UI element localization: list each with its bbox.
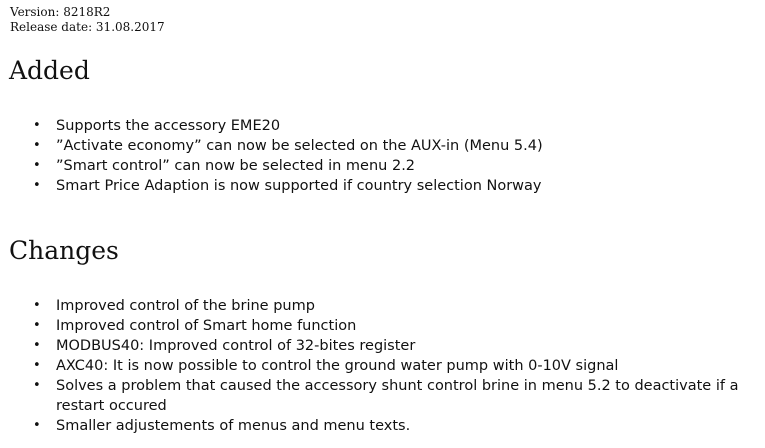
release-meta [10, 5, 165, 35]
list-item-text: Smaller adjustements of menus and menu texts. [56, 418, 411, 434]
list-item-text: AXC40: It is now possible to control the ground water pump with 0-10V signal [56, 358, 619, 374]
section-title-changes: Changes [9, 236, 119, 265]
list-item-text: Improved control of the brine pump [56, 298, 315, 314]
bullet-icon: • [33, 178, 41, 193]
bullet-icon: • [33, 338, 41, 353]
list-item [0, 136, 765, 156]
list-item-text: ”Activate economy” can now be selected on the AUX-in (Menu 5.4) [56, 138, 543, 154]
list-item [0, 316, 765, 336]
list-item [0, 416, 765, 436]
list-item-text: Supports the accessory EME20 [56, 118, 281, 134]
list-item-text: Smart Price Adaption is now supported if country selection Norway [56, 178, 542, 194]
bullet-icon: • [33, 158, 41, 173]
list-item-text: Improved control of Smart home function [56, 318, 357, 334]
list-item [0, 376, 765, 416]
list-item-text: ”Smart control” can now be selected in menu 2.2 [56, 158, 416, 174]
added-list [0, 116, 765, 196]
release-date-label: Release date: 31.08.2017 [10, 20, 165, 34]
bullet-icon: • [33, 298, 41, 313]
bullet-icon: • [33, 138, 41, 153]
bullet-icon: • [33, 378, 41, 393]
bullet-icon: • [33, 318, 41, 333]
version-label: Version: 8218R2 [10, 5, 111, 19]
list-item [0, 356, 765, 376]
section-title-added: Added [9, 56, 90, 85]
list-item [0, 116, 765, 136]
bullet-icon: • [33, 118, 41, 133]
list-item [0, 296, 765, 316]
list-item [0, 336, 765, 356]
list-item-text: MODBUS40: Improved control of 32-bites register [56, 338, 416, 354]
changes-list [0, 296, 765, 436]
bullet-icon: • [33, 418, 41, 433]
list-item [0, 176, 765, 196]
bullet-icon: • [33, 358, 41, 373]
list-item-text: Solves a problem that caused the accessory shunt control brine in menu 5.2 to deactivate if a restart occured [56, 378, 739, 414]
list-item [0, 156, 765, 176]
